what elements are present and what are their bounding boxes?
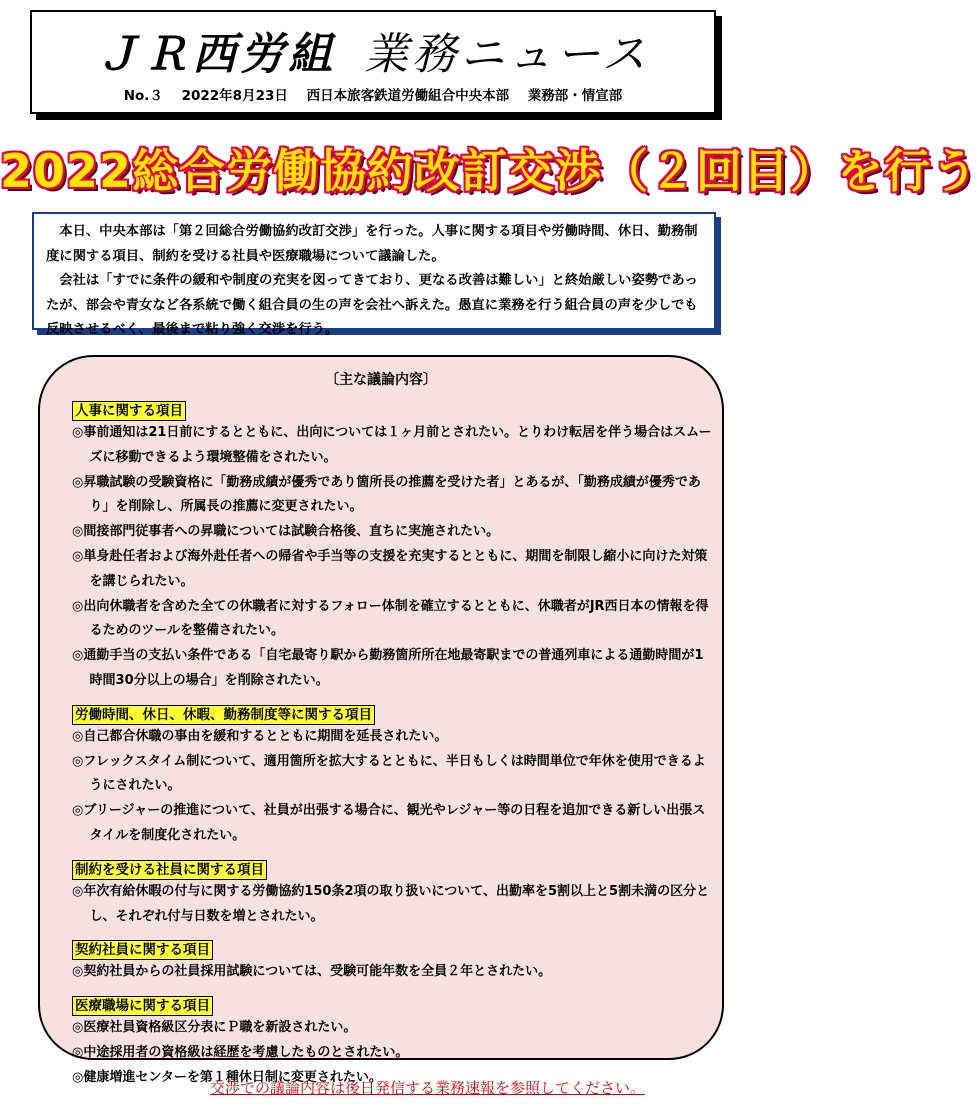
discussion-item: ◎単身赴任者および海外赴任者への帰省や手当等の支援を充実するとともに、期間を制限し縮小に向けた対策を講じられたい。 [72, 548, 708, 589]
discussion-item: ◎医療社員資格級区分表にＰ職を新設されたい。 [72, 1020, 357, 1036]
discussion-item: ◎年次有給休暇の付与に関する労働協約150条2項の取り扱いについて、出勤率を5割以上と5割未満の区分とし、それぞれ付与日数を増とされたい。 [72, 883, 710, 924]
discussion-item: ◎間接部門従事者への昇職については試験合格後、直ちに実施されたい。 [72, 524, 500, 540]
discussion-item: ◎昇職試験の受験資格に「勤務成績が優秀であり箇所長の推薦を受けた者」とあるが、「勤務成績が優秀であり」を削除し、所属長の推薦に変更されたい。 [72, 474, 701, 515]
masthead [30, 10, 716, 114]
discussion-item: ◎自己都合休職の事由を緩和するとともに期間を延長されたい。 [72, 728, 448, 744]
newsletter-name: 業務ニュース [364, 29, 650, 80]
discussion-item: ◎健康増進センターを第１種休日制に変更されたい。 [72, 1069, 382, 1085]
discussion-item: ◎通勤手当の支払い条件である「自宅最寄り駅から勤務箇所所在地最寄駅までの普通列車による通勤時間が1時間30分以上の場合」を削除されたい。 [72, 648, 704, 688]
discussion-panel [38, 355, 724, 1085]
publisher: 西日本旅客鉄道労働組合中央本部 [306, 88, 510, 104]
headline: 2022総合労働協約改訂交渉（２回目）を行う [0, 144, 978, 198]
discussion-section [72, 939, 712, 985]
section-label: 医療職場に関する項目 [72, 996, 213, 1016]
discussion-section [72, 400, 712, 694]
newsletter-title [32, 18, 714, 82]
discussion-item: ◎中途採用者の資格級は経歴を考慮したものとされたい。 [72, 1044, 409, 1060]
issue-number: No.３ [123, 88, 163, 104]
masthead-meta [32, 84, 714, 104]
discussion-section [72, 859, 712, 930]
discussion-item: ◎事前通知は21日前にするとともに、出向については１ヶ月前とされたい。とりわけ転居を伴う場合はスムーズに移動できるよう環境整備をされたい。 [72, 425, 712, 465]
department: 業務部・情宣部 [527, 88, 623, 104]
summary-paragraph: 会社は「すでに条件の緩和や制度の充実を図ってきており、更なる改善は難しい」と終始厳しい姿勢であったが、部会や青女など各系統で働く組合員の生の声を会社へ訴えた。愚直に業務を行う組合員の声を少しでも反映させるべく、最後まで粘り強く交渉を行う。 [46, 273, 698, 337]
section-label: 人事に関する項目 [72, 401, 186, 421]
section-label: 契約社員に関する項目 [72, 940, 213, 960]
discussion-item: ◎ブリージャーの推進について、社員が出張する場合に、観光やレジャー等の日程を追加できる新しい出張スタイルを制度化されたい。 [72, 803, 706, 843]
discussion-item: ◎契約社員からの社員採用試験については、受験可能年数を全員２年とされたい。 [72, 964, 552, 980]
summary-box [32, 212, 716, 337]
summary-paragraph: 本日、中央本部は「第２回総合労働協約改訂交渉」を行った。人事に関する項目や労働時間、休日、勤務制度に関する項目、制約を受ける社員や医療職場について議論した。 [46, 224, 698, 264]
footer-note: 交渉での議論内容は後日発信する業務速報を参照してください。 [209, 1079, 645, 1097]
discussion-item: ◎フレックスタイム制について、適用箇所を拡大するとともに、半日もしくは時間単位で年休を使用できるようにされたい。 [72, 753, 706, 794]
section-label: 制約を受ける社員に関する項目 [72, 860, 267, 880]
discussion-sections [72, 400, 712, 1101]
union-name: ＪＲ西労組 [96, 29, 337, 80]
discussion-item: ◎出向休職者を含めた全ての休職者に対するフォロー体制を確立するとともに、休職者がJR西日本の情報を得るためのツールを整備されたい。 [72, 598, 709, 639]
issue-date: 2022年8月23日 [181, 88, 288, 104]
section-label: 労働時間、休日、休暇、勤務制度等に関する項目 [72, 705, 375, 725]
discussion-section [72, 704, 712, 849]
discussion-title: 〔主な議論内容〕 [325, 372, 437, 388]
